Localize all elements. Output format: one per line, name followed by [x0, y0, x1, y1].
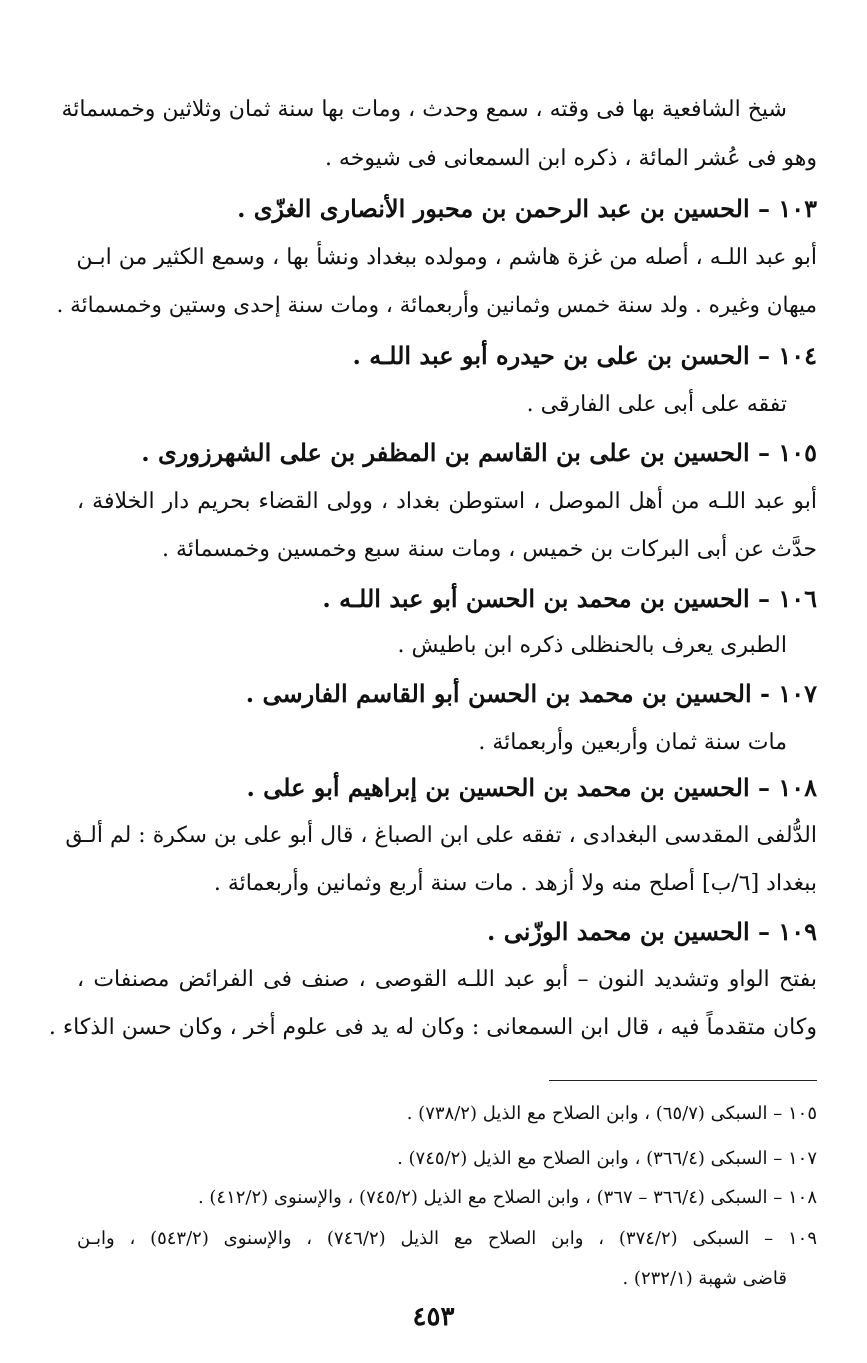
footnote-line: ١٠٨ – السبكى (٣٦٦/٤ – ٣٦٧) ، وابن الصلاح مع الذيل (٧٤٥/٢) ، والإسنوى (٤١٢/٢) . — [197, 1187, 817, 1208]
text-line: ببغداد [٦/ب] أصلح منه ولا أزهد . مات سنة أربع وثمانين وأربعمائة . — [213, 871, 817, 896]
footnote-line: ١٠٩ – السبكى (٣٧٤/٢) ، وابن الصلاح مع الذيل (٧٤٦/٢) ، والإسنوى (٥٤٣/٢) ، وابـن — [77, 1228, 817, 1249]
entry-heading-107: ١٠٧ - الحسين بن محمد بن الحسن أبو القاسم الفارسى . — [245, 679, 817, 708]
footnote-line: ١٠٧ – السبكى (٣٦٦/٤) ، وابن الصلاح مع الذيل (٧٤٥/٢) . — [397, 1148, 817, 1169]
text-line: حدَّث عن أبى البركات بن خميس ، ومات سنة سبع وخمسين وخمسمائة . — [161, 537, 817, 562]
text-line: مات سنة ثمان وأربعين وأربعمائة . — [478, 730, 787, 755]
page-number: ٤٥٣ — [412, 1302, 455, 1332]
text-line: وهو فى عُشر المائة ، ذكره ابن السمعانى فى شيوخه . — [324, 146, 817, 171]
entry-heading-104: ١٠٤ – الحسن بن على بن حيدره أبو عبد اللـه . — [352, 341, 817, 370]
text-line: أبو عبد اللـه ، أصله من غزة هاشم ، ومولده ببغداد ونشأ بها ، وسمع الكثير من ابـن — [76, 245, 817, 270]
footnote-line: ١٠٥ – السبكى (٦٥/٧) ، وابن الصلاح مع الذيل (٧٣٨/٢) . — [406, 1103, 817, 1124]
entry-heading-103: ١٠٣ – الحسين بن عبد الرحمن بن محبور الأنصارى الغزّى . — [237, 194, 817, 223]
entry-heading-108: ١٠٨ – الحسين بن محمد بن الحسين بن إبراهيم أبو على . — [246, 773, 817, 802]
footnote-separator — [549, 1080, 817, 1081]
text-line: أبو عبد اللـه من أهل الموصل ، استوطن بغداد ، وولى القضاء بحريم دار الخلافة ، — [77, 489, 817, 514]
entry-heading-106: ١٠٦ – الحسين بن محمد بن الحسن أبو عبد اللـه . — [322, 584, 817, 613]
text-line: شيخ الشافعية بها فى وقته ، سمع وحدث ، ومات بها سنة ثمان وثلاثين وخمسمائة — [61, 97, 787, 122]
text-line: تفقه على أبى على الفارقى . — [526, 392, 787, 417]
footnote-line: قاضى شهبة (٢٣٢/١) . — [622, 1268, 787, 1289]
text-line: وكان متقدماً فيه ، قال ابن السمعانى : وكان له يد فى علوم أخر ، وكان حسن الذكاء . — [48, 1015, 817, 1040]
entry-heading-105: ١٠٥ – الحسين بن على بن القاسم بن المظفر بن على الشهرزورى . — [141, 438, 817, 467]
text-line: الدُّلفى المقدسى البغدادى ، تفقه على ابن الصباغ ، قال أبو على بن سكرة : لم ألـق — [65, 823, 817, 848]
text-line: الطبرى يعرف بالحنظلى ذكره ابن باطيش . — [397, 633, 787, 658]
text-line: ميهان وغيره . ولد سنة خمس وثمانين وأربعمائة ، ومات سنة إحدى وستين وخمسمائة . — [56, 293, 817, 318]
entry-heading-109: ١٠٩ – الحسين بن محمد الوزّنى . — [487, 917, 817, 946]
text-line: بفتح الواو وتشديد النون – أبو عبد اللـه القوصى ، صنف فى الفرائض مصنفات ، — [77, 967, 817, 992]
